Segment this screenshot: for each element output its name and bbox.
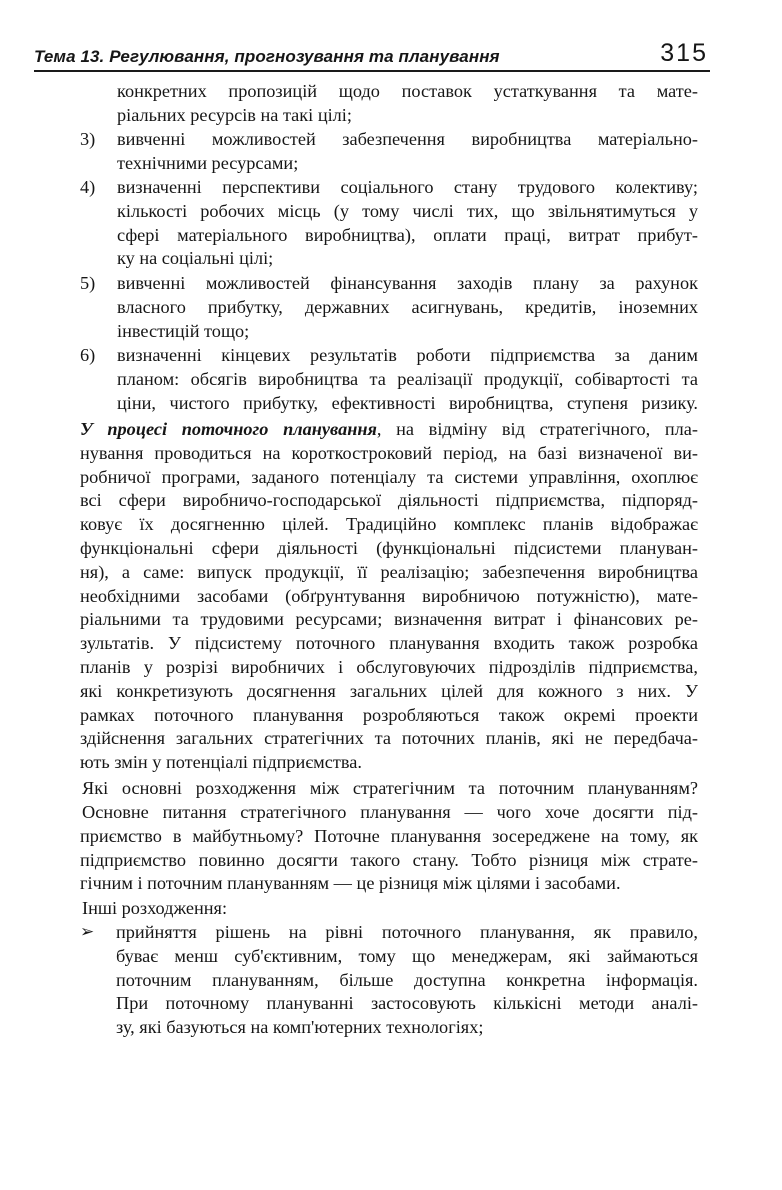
- text-line: ковує їх досягненню цілей. Традиційно комплекс планів відображає: [80, 514, 698, 535]
- text-line: здійснення загальних стратегічних та поточних планів, які не передбача-: [80, 728, 698, 749]
- emphasis-term: У процесі поточного планування: [80, 419, 377, 439]
- text-line: прийняття рішень на рівні поточного планування, як правило,: [116, 922, 698, 942]
- text-line: зультатів. У підсистему поточного планування входить також розробка: [80, 633, 698, 654]
- text-line: нування проводиться на короткостроковий період, на базі визначеної ви-: [80, 442, 698, 463]
- question-line: Які основні розходження між стратегічним та поточним плануванням?: [82, 778, 698, 798]
- text-line: визначенні кінцевих результатів роботи підприємства за даним: [117, 345, 698, 365]
- list-number: 4): [80, 177, 96, 197]
- text-line: [80, 418, 698, 442]
- text-line: При поточному плануванні застосовують кількісні методи аналі-: [116, 993, 698, 1014]
- text-line: вивченні можливостей фінансування заходів плану за рахунок: [117, 273, 698, 293]
- page-number: 315: [660, 39, 708, 67]
- text-line: Інші розходження:: [82, 898, 228, 918]
- text-line: ціни, чистого прибутку, ефективності виробництва, ступеня ризику.: [117, 392, 698, 413]
- text-line: приємство в майбутньому? Поточне планування зосереджене на тому, як: [80, 825, 698, 846]
- text-line: гічним і поточним плануванням — це різниця між цілями і засобами.: [80, 873, 621, 894]
- text-line: всі сфери виробничо-господарської діяльності підприємства, підпоряд-: [80, 490, 698, 511]
- text-line: планом: обсягів виробництва та реалізації продукції, собівартості та: [117, 368, 698, 389]
- text-line: необхідними засобами (обґрунтування виробничою потужністю), мате-: [80, 585, 698, 606]
- text-line: ріальними та трудовими ресурсами; визначення витрат і фінансових ре-: [80, 609, 698, 630]
- text-line: планів у розрізі виробничих і обслуговуючих підрозділів підприємства,: [80, 656, 698, 677]
- text-line: які конкретизують досягнення загальних цілей для кожного з них. У: [80, 680, 698, 701]
- text-line: ріальних ресурсів на такі цілі;: [117, 104, 352, 125]
- text-line: вивченні можливостей забезпечення виробництва матеріально-: [117, 129, 698, 149]
- text-fragment: , на відміну від стратегічного, пла-: [376, 419, 698, 439]
- text-line: сфері матеріального виробництва), оплати праці, витрат прибут-: [117, 224, 698, 245]
- text-line: поточним плануванням, більше доступна конкретна інформація.: [116, 969, 698, 990]
- list-number: 5): [80, 273, 96, 293]
- list-number: 3): [80, 129, 96, 149]
- list-continuation: [117, 80, 698, 128]
- answer-paragraph: [80, 801, 698, 896]
- paragraph-current-planning: [80, 418, 698, 775]
- text-line: робничої програми, заданого потенціалу та системи управління, охоплює: [80, 466, 698, 487]
- text-line: конкретних пропозицій щодо поставок устаткування та мате-: [117, 81, 698, 101]
- text-line: Основне питання стратегічного планування — чого хоче досягти під-: [82, 802, 698, 822]
- text-line: технічними ресурсами;: [117, 152, 299, 173]
- text-line: кількості робочих місць (у тому числі тих, що звільнятимуться у: [117, 200, 698, 221]
- running-header: [34, 30, 710, 72]
- text-line: інвестицій тощо;: [117, 320, 250, 341]
- text-line: ку на соціальні цілі;: [117, 248, 274, 269]
- other-differences-label: [82, 897, 482, 921]
- text-line: зу, які базуються на комп'ютерних технологіях;: [116, 1017, 484, 1038]
- text-line: визначенні перспективи соціального стану трудового колективу;: [117, 177, 698, 197]
- text-line: підприємство повинно досягти такого стану. Тобто різниця між страте-: [80, 849, 698, 870]
- text-line: буває менш суб'єктивним, тому що менеджерам, які займаються: [116, 945, 698, 966]
- text-line: ня), а саме: випуск продукції, її реалізацію; забезпечення виробництва: [80, 561, 698, 582]
- question-paragraph: [80, 777, 698, 801]
- text-line: ють змін у потенціалі підприємства.: [80, 752, 362, 773]
- arrow-bullet-icon: ➢: [80, 922, 95, 942]
- header-title: Тема 13. Регулювання, прогнозування та планування: [34, 47, 500, 66]
- list-number: 6): [80, 345, 96, 365]
- text-line: функціональні сфери діяльності (функціональні підсистеми плануван-: [80, 537, 698, 558]
- text-line: рамках поточного планування розробляються також окремі проекти: [80, 704, 698, 725]
- text-line: власного прибутку, державних асигнувань, кредитів, іноземних: [117, 296, 698, 317]
